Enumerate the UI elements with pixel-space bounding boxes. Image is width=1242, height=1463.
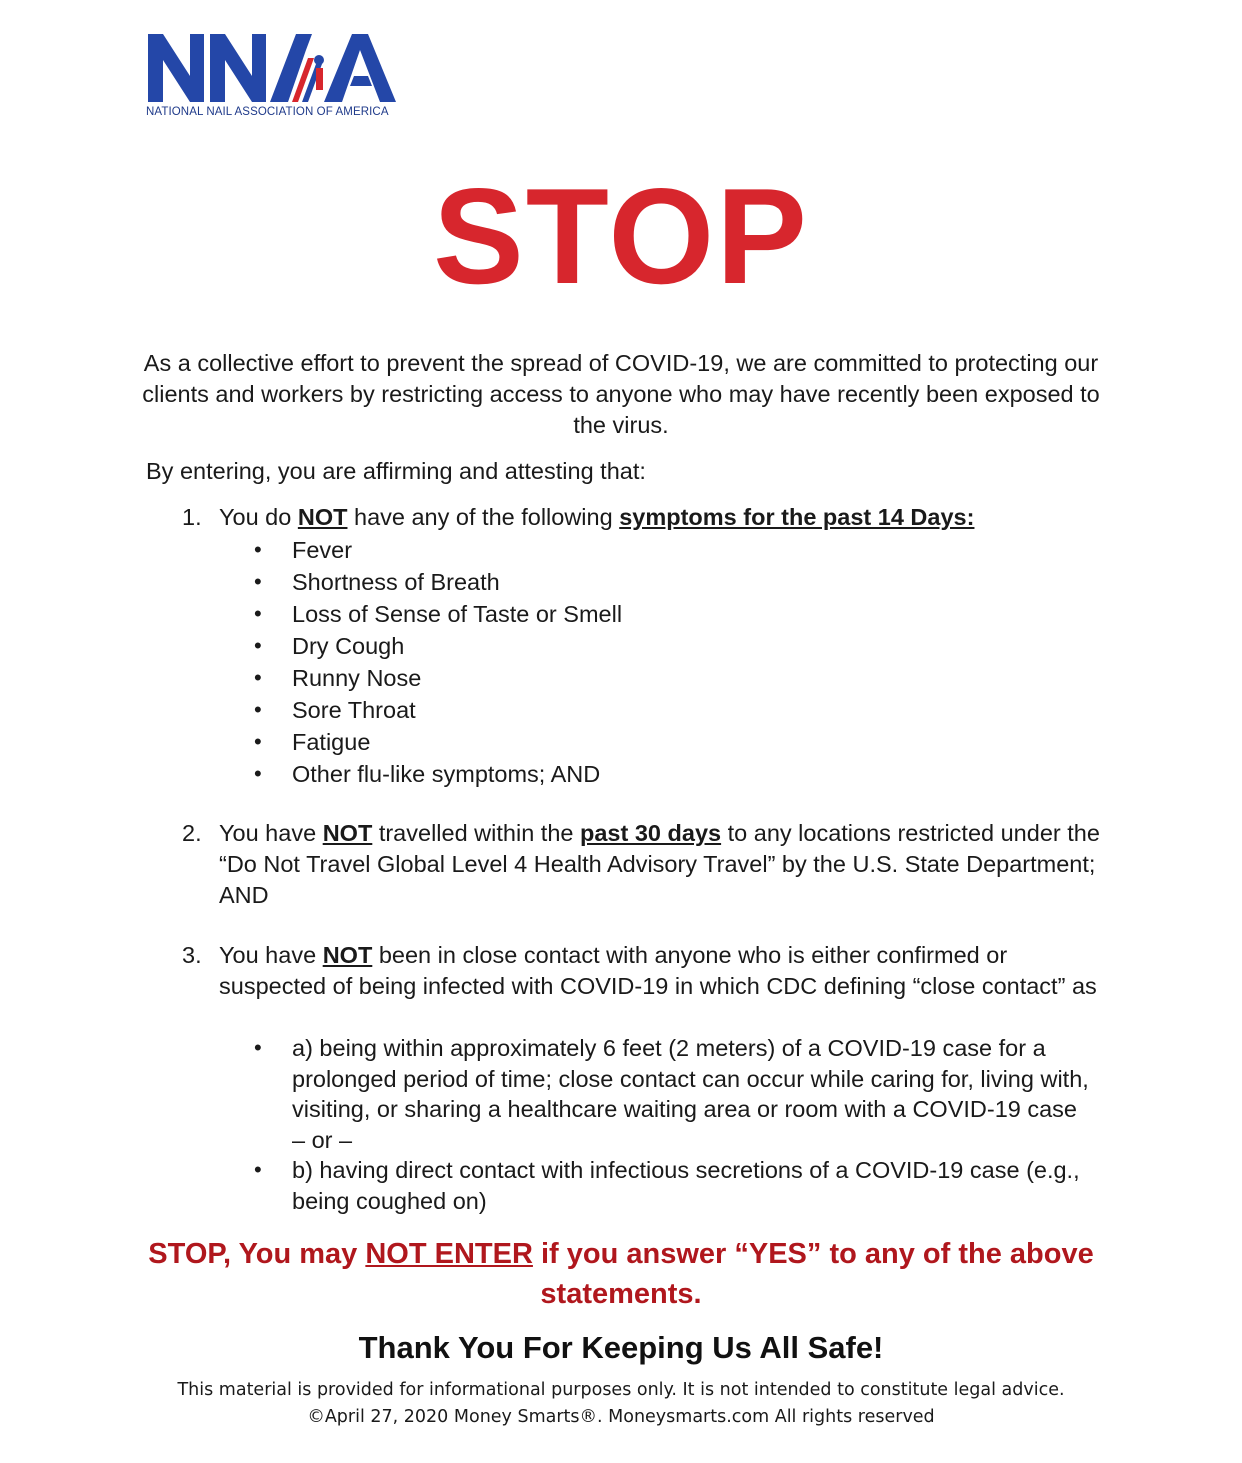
item-1-text [219,502,1109,533]
nnaa-logo-mark [146,30,406,106]
list-item: • Fatigue [254,726,622,758]
item-3-text-a: You have [219,942,317,968]
thanks-message: Thank You For Keeping Us All Safe! [358,1330,884,1365]
item-3-emph: NOT [322,942,373,968]
item-2-text [219,818,1109,911]
item-2-text-a: You have [219,820,317,846]
item-2-emph2: past 30 days [580,820,722,846]
item-1-emph2: symptoms for the past 14 Days: [619,504,975,530]
disclaimer-line-1: This material is provided for informational purposes only. It is not intended to constitute legal advice. [177,1380,1065,1400]
list-item: • Sore Throat [254,694,622,726]
list-item: • a) being within approximately 6 feet (2 meters) of a COVID-19 case for a prolonged period of time; close contact can occur while caring for, living with, visiting, or sharing a healthcare waiting area or room with a COVID-19 case – or – [254,1033,1114,1155]
warning-statement [120,1234,1122,1314]
list-item: • Loss of Sense of Taste or Smell [254,598,622,630]
disclaimer [100,1377,1142,1431]
logo-caption: NATIONAL NAIL ASSOCIATION OF AMERICA [146,106,389,118]
nnaa-logo [146,30,406,125]
list-item: • Runny Nose [254,662,622,694]
item-3-number: 3. [182,942,202,968]
symptom-list [254,534,622,790]
item-3-text [219,940,1109,1002]
disclaimer-line-2: ©April 27, 2020 Money Smarts®. Moneysmarts.com All rights reserved [307,1407,935,1427]
warning-emph: NOT ENTER [365,1238,533,1270]
list-item: • b) having direct contact with infectious secretions of a COVID-19 case (e.g., being coughed on) [254,1155,1114,1216]
list-item: • Dry Cough [254,630,622,662]
item-2-emph: NOT [322,820,373,846]
list-item: • Shortness of Breath [254,566,622,598]
close-contact-list [254,1033,1117,1216]
item-2-number: 2. [182,820,202,846]
warning-part-b: if you answer “YES” to any of the above statements. [540,1238,1094,1310]
stop-title: STOP [433,160,809,312]
warning-part-a: STOP, You may [148,1238,358,1270]
item-1-emph: NOT [297,504,348,530]
item-2-text-c: to any locations restricted under the “Do Not Travel Global Level 4 Health Advisory Travel” by the U.S. State Department; AND [219,820,1100,908]
intro-paragraph: As a collective effort to prevent the spread of COVID-19, we are committed to protecting our clients and workers by restricting access to anyone who may have recently been exposed to the virus. [142,350,1100,438]
list-item: • Other flu-like symptoms; AND [254,758,622,790]
list-item: • Fever [254,534,622,566]
item-2-text-b: travelled within the [378,820,574,846]
item-1-text-b: have any of the following [354,504,613,530]
lead-sentence: By entering, you are affirming and attesting that: [146,458,646,484]
item-3-text-b: been in close contact with anyone who is either confirmed or suspected of being infected with COVID-19 in which CDC defining “close contact” as [219,942,1097,999]
item-1-number: 1. [182,504,202,530]
item-1-text-a: You do [219,504,292,530]
